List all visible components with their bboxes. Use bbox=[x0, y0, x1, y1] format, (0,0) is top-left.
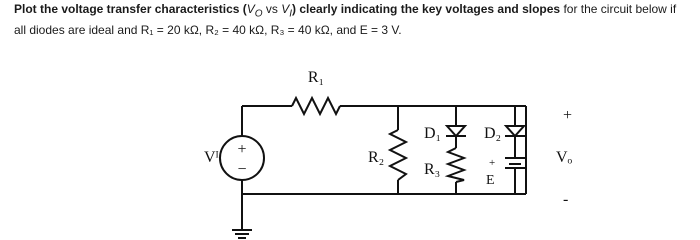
d1-diode-icon bbox=[446, 126, 466, 136]
source-plus: + bbox=[237, 141, 247, 158]
problem-lead: Plot the voltage transfer characteristics ( bbox=[14, 2, 247, 16]
circuit-svg bbox=[0, 40, 700, 239]
vo-plus: + bbox=[563, 107, 573, 124]
r2-label: R₂ bbox=[368, 149, 385, 166]
vi-symbol: $V_I$ bbox=[281, 2, 293, 20]
problem-line-2: all diodes are ideal and R₁ = 20 kΩ, R₂ = 40 kΩ, R₃ = 40 kΩ, and E = 3 V. bbox=[14, 23, 402, 38]
e-minus-label: - bbox=[490, 187, 494, 199]
e-label: E bbox=[486, 173, 495, 188]
e-plus-label: + bbox=[489, 157, 496, 169]
d1-label: D₁ bbox=[424, 125, 442, 142]
d2-diode-icon bbox=[505, 126, 525, 136]
vo-label: Vₒ bbox=[556, 149, 573, 166]
r3-label: R₃ bbox=[424, 161, 441, 178]
circuit-diagram bbox=[0, 40, 700, 239]
problem-tail: for the circuit below if bbox=[560, 2, 677, 16]
problem-lead-end: ) clearly indicating the key voltages and slopes bbox=[292, 2, 561, 16]
vo-symbol: $V_O$ bbox=[246, 2, 263, 20]
r1-label: R₁ bbox=[307, 69, 325, 86]
problem-statement bbox=[14, 1, 694, 38]
vo-minus: - bbox=[563, 191, 569, 208]
battery-e-icon bbox=[505, 158, 525, 168]
vs-word: vs bbox=[262, 2, 282, 16]
d2-label: D₂ bbox=[484, 125, 502, 142]
r2-resistor bbox=[390, 130, 406, 180]
ground-icon bbox=[232, 230, 252, 238]
r3-resistor bbox=[448, 148, 464, 182]
source-minus: − bbox=[237, 161, 247, 178]
r1-resistor bbox=[292, 98, 340, 114]
vi-label: Vᴵ bbox=[204, 149, 219, 166]
problem-line-1 bbox=[14, 1, 694, 22]
